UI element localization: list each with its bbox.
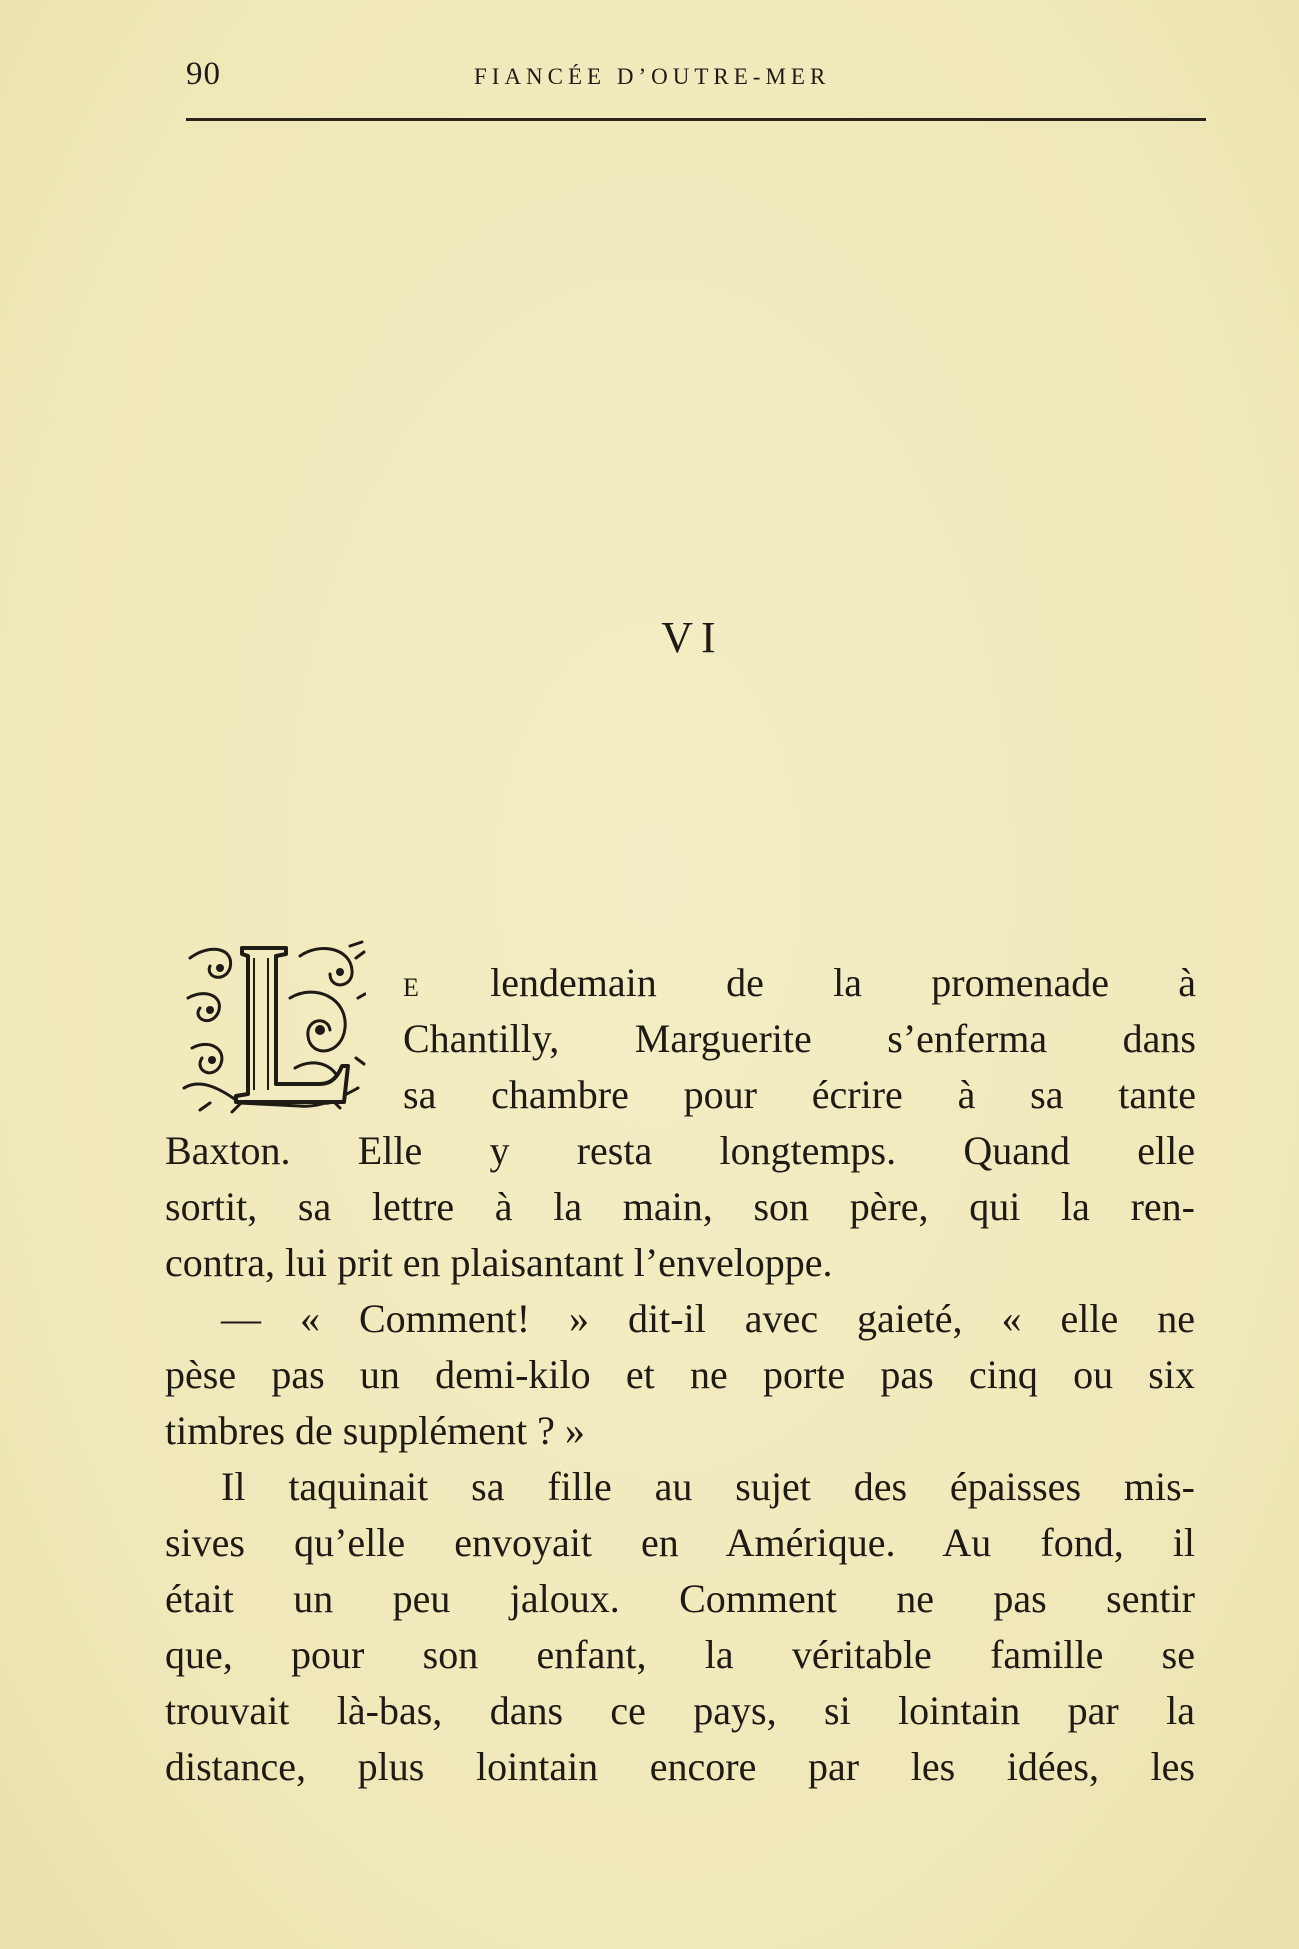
text-line: timbres de supplément ? » [165, 1408, 585, 1453]
text-line: Baxton. Elle y resta longtemps. Quand elle [165, 1128, 1195, 1173]
text-line: sortit, sa lettre à la main, son père, qui la ren- [165, 1184, 1195, 1229]
text-line: pèse pas un demi-kilo et ne porte pas cinq ou six [165, 1352, 1195, 1397]
text-line: sives qu’elle envoyait en Amérique. Au fond, il [165, 1520, 1195, 1565]
text-line: — « Comment! » dit-il avec gaieté, « elle ne [221, 1296, 1195, 1341]
body-text [165, 1123, 1195, 1795]
text-line: Il taquinait sa fille au sujet des épaisses mis- [221, 1464, 1195, 1509]
text-line [403, 955, 1196, 1011]
running-title: FIANCÉE D’OUTRE-MER [474, 64, 831, 89]
page-header [186, 48, 1206, 98]
small-caps-letter: E [403, 973, 421, 1002]
text-line: trouvait là-bas, dans ce pays, si lointain par la [165, 1688, 1195, 1733]
text-line: Chantilly, Marguerite s’enferma dans [403, 1016, 1196, 1061]
text-line: que, pour son enfant, la véritable famille se [165, 1632, 1195, 1677]
drop-cap-lines [403, 955, 1196, 1123]
text-line: était un peu jaloux. Comment ne pas sentir [165, 1576, 1195, 1621]
text-line: contra, lui prit en plaisantant l’enveloppe. [165, 1240, 833, 1285]
text-line: distance, plus lointain encore par les idées, les [165, 1744, 1195, 1789]
text-line: sa chambre pour écrire à sa tante [403, 1072, 1196, 1117]
ornamental-drop-cap-L-icon [180, 938, 366, 1114]
page-number: 90 [186, 56, 221, 92]
chapter-number: VI [661, 613, 724, 662]
text-fragment: lendemain de la promenade à [490, 960, 1197, 1005]
header-rule [186, 118, 1206, 121]
